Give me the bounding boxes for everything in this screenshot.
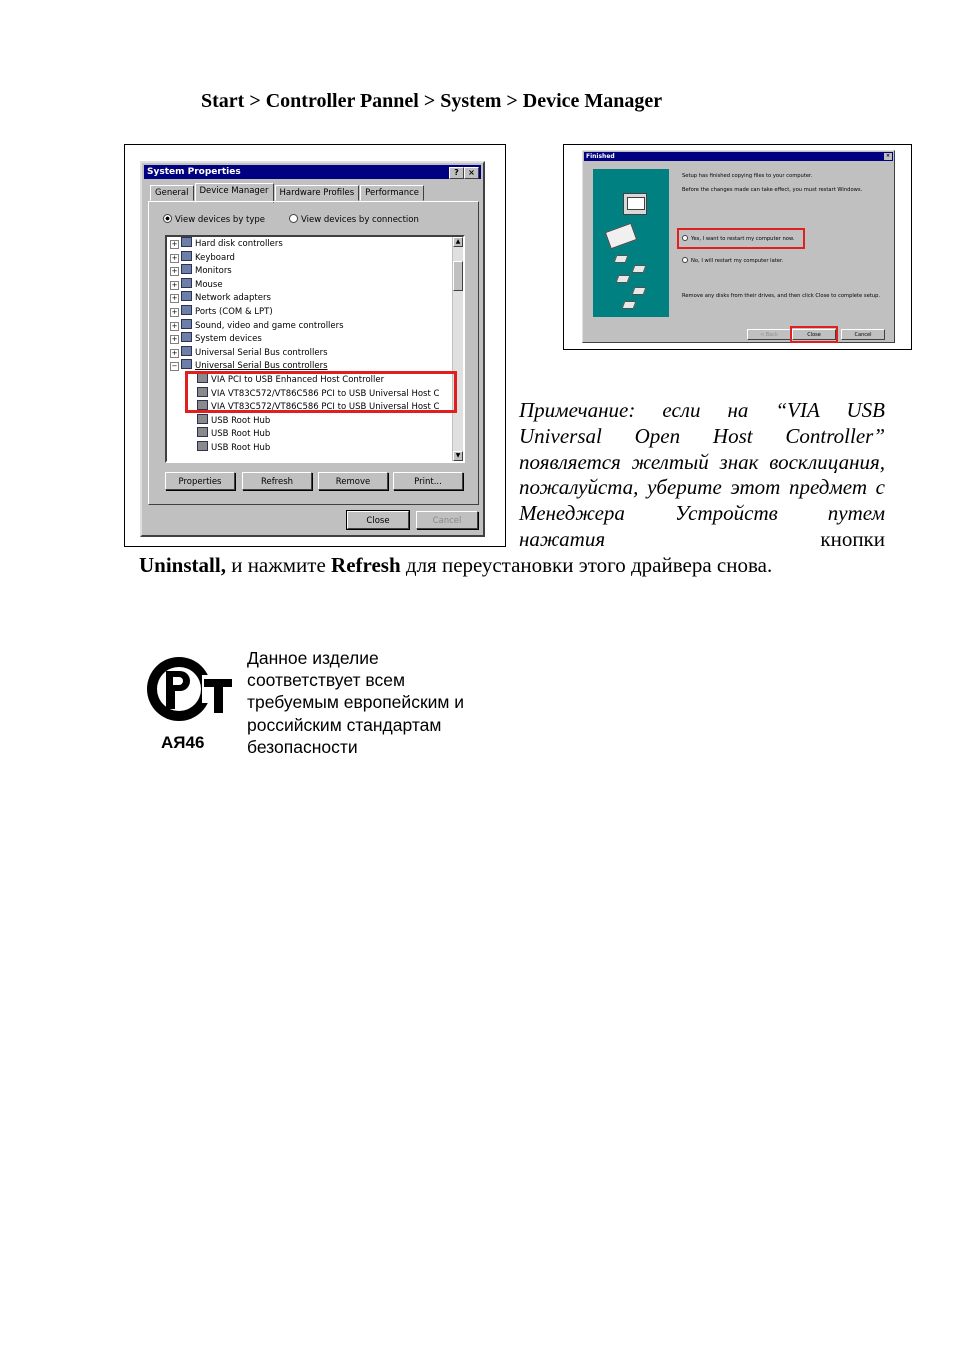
option-restart-later[interactable] (682, 257, 783, 264)
expand-icon[interactable]: + (171, 280, 178, 289)
tree-item-label: Monitors (195, 266, 232, 277)
tree-child-item[interactable] (167, 427, 463, 441)
cert-line: требуемым европейским и (247, 692, 465, 713)
window-title: System Properties (147, 167, 241, 177)
close-icon[interactable]: × (464, 167, 479, 179)
expand-icon[interactable]: + (171, 240, 178, 248)
tree-item-label: Universal Serial Bus controllers (195, 347, 328, 358)
expand-icon[interactable]: + (171, 253, 178, 262)
tree-category-item[interactable] (167, 264, 463, 278)
tree-category-item[interactable] (167, 237, 463, 251)
device-category-icon (181, 251, 192, 261)
tree-item-label: Sound, video and game controllers (195, 320, 344, 331)
cert-line: Данное изделие (247, 648, 379, 668)
tree-item-label: USB Root Hub (211, 415, 271, 426)
dialog-cancel-button[interactable]: Cancel (841, 329, 885, 340)
collapse-icon[interactable]: − (171, 362, 178, 371)
note-tail: для переустановки этого драйвера снова. (400, 553, 773, 577)
highlight-box (677, 228, 805, 249)
tree-item-label: Hard disk controllers (195, 239, 283, 249)
device-category-icon (181, 305, 192, 315)
disk-icon (632, 265, 647, 273)
tree-item-label: VIA VT83C572/VT86C586 PCI to USB Universal Host C (211, 402, 440, 413)
scroll-thumb[interactable] (453, 261, 463, 291)
page-heading: Start > Controller Pannel > System > Device Manager (201, 90, 663, 112)
dialog-line-1: Setup has finished copying files to your computer. (682, 173, 813, 179)
uninstall-label: Uninstall, (139, 553, 226, 577)
tree-category-item[interactable] (167, 305, 463, 319)
tree-item-label: VIA PCI to USB Enhanced Host Controller (211, 374, 385, 385)
expand-icon[interactable]: + (171, 335, 178, 344)
dialog-line-3: Remove any disks from their drives, and then click Close to complete setup. (682, 293, 881, 299)
tree-item-label: USB Root Hub (211, 429, 271, 440)
finished-dialog-screenshot (563, 144, 912, 350)
tree-scrollbar[interactable] (452, 237, 463, 461)
properties-button[interactable]: Properties (165, 472, 235, 490)
tree-child-item[interactable] (167, 441, 463, 455)
expand-icon[interactable]: + (171, 348, 178, 357)
radio-view-by-connection[interactable] (289, 214, 419, 225)
tree-category-item[interactable] (167, 332, 463, 346)
tree-item-label: Ports (COM & LPT) (195, 306, 273, 317)
device-category-icon (181, 359, 192, 369)
note-mid: и нажмите (225, 553, 332, 577)
device-manager-panel (148, 201, 479, 505)
device-category-icon (181, 346, 192, 356)
highlight-box (790, 326, 838, 343)
disk-icon (632, 287, 647, 295)
back-button[interactable]: < Back (747, 329, 791, 340)
device-category-icon (181, 319, 192, 329)
note-regular: кнопки (605, 526, 885, 551)
dialog-title: Finished (586, 153, 615, 160)
finished-dialog-window (582, 150, 895, 343)
tree-item-label: VIA VT83C572/VT86C586 PCI to USB Universal Host C (211, 388, 440, 399)
tree-item-label: Universal Serial Bus controllers (195, 361, 328, 372)
tree-category-item[interactable] (167, 346, 463, 360)
expand-icon[interactable]: + (171, 321, 178, 330)
disk-icon (614, 255, 629, 263)
device-category-icon (181, 332, 192, 342)
tree-category-item[interactable] (167, 319, 463, 333)
dialog-titlebar (584, 152, 893, 161)
remove-button[interactable]: Remove (318, 472, 388, 490)
option-label: No, I will restart my computer later. (691, 258, 784, 264)
tab-device-manager[interactable]: Device Manager (195, 183, 274, 203)
note-last-line (139, 552, 772, 578)
print-button[interactable]: Print... (393, 472, 463, 490)
device-category-icon (181, 291, 192, 301)
radio-label: View devices by connection (301, 215, 419, 225)
radio-label: View devices by type (175, 215, 266, 225)
radio-view-by-type[interactable] (163, 214, 265, 225)
tab-performance[interactable]: Performance (360, 185, 424, 201)
tree-item-label: Keyboard (195, 252, 235, 263)
cert-line: российским стандартам (247, 714, 442, 735)
device-category-icon (181, 278, 192, 288)
device-category-icon (181, 264, 192, 274)
expand-icon[interactable]: + (171, 294, 178, 303)
tab-strip (150, 185, 425, 201)
scroll-down-icon[interactable]: ▼ (453, 451, 463, 461)
close-icon[interactable]: × (885, 153, 891, 159)
tree-category-item[interactable] (167, 251, 463, 265)
refresh-button[interactable]: Refresh (242, 472, 312, 490)
note-paragraph (519, 398, 885, 553)
cancel-button[interactable]: Cancel (416, 511, 478, 529)
tree-item-label: System devices (195, 334, 262, 345)
cert-line: соответствует всем (247, 670, 405, 691)
usb-device-icon (197, 441, 208, 451)
system-properties-window (140, 161, 485, 537)
tree-category-item[interactable] (167, 278, 463, 292)
radio-unselected-icon (682, 257, 688, 263)
wizard-illustration (593, 169, 669, 317)
expand-icon[interactable]: + (171, 267, 178, 276)
tree-item-label: Network adapters (195, 293, 271, 304)
close-button[interactable]: Close (347, 511, 409, 529)
tree-category-item[interactable] (167, 291, 463, 305)
cert-line: безопасности (247, 736, 358, 757)
radio-selected-icon (163, 214, 172, 223)
usb-device-icon (197, 414, 208, 424)
device-tree[interactable] (165, 235, 465, 463)
scroll-up-icon[interactable]: ▲ (453, 237, 463, 247)
window-titlebar (144, 165, 481, 179)
option-label: Yes, I want to restart my computer now. (691, 236, 795, 242)
tab-hardware-profiles[interactable]: Hardware Profiles (275, 185, 360, 201)
certification-code: АЯ46 (161, 733, 205, 752)
disk-icon (622, 301, 637, 309)
dialog-line-2: Before the changes made can take effect, you must restart Windows. (682, 187, 863, 193)
rst-certification-logo (146, 655, 232, 725)
refresh-label: Refresh (331, 553, 401, 577)
help-button[interactable]: ? (449, 167, 464, 179)
radio-unselected-icon (289, 214, 298, 223)
tree-item-label: USB Root Hub (211, 442, 271, 453)
device-category-icon (181, 237, 192, 247)
disk-stack-icon (605, 223, 637, 249)
computer-icon (623, 193, 647, 215)
highlight-box (185, 371, 457, 413)
expand-icon[interactable]: + (171, 307, 178, 316)
dialog-close-button[interactable]: Close (792, 329, 836, 340)
tab-general[interactable]: General (150, 185, 194, 201)
usb-device-icon (197, 427, 208, 437)
tree-item-label: Mouse (195, 279, 223, 290)
device-manager-screenshot (124, 144, 506, 547)
disk-icon (616, 275, 631, 283)
note-italic: Примечание: если на “VIA USB Universal Open Host Controller” появляется желтый знак восклицания, пожалуйста, уберите этот предмет с Менеджера Устройств путем нажатия (519, 398, 885, 551)
certification-text (247, 647, 464, 758)
tree-child-item[interactable] (167, 414, 463, 428)
